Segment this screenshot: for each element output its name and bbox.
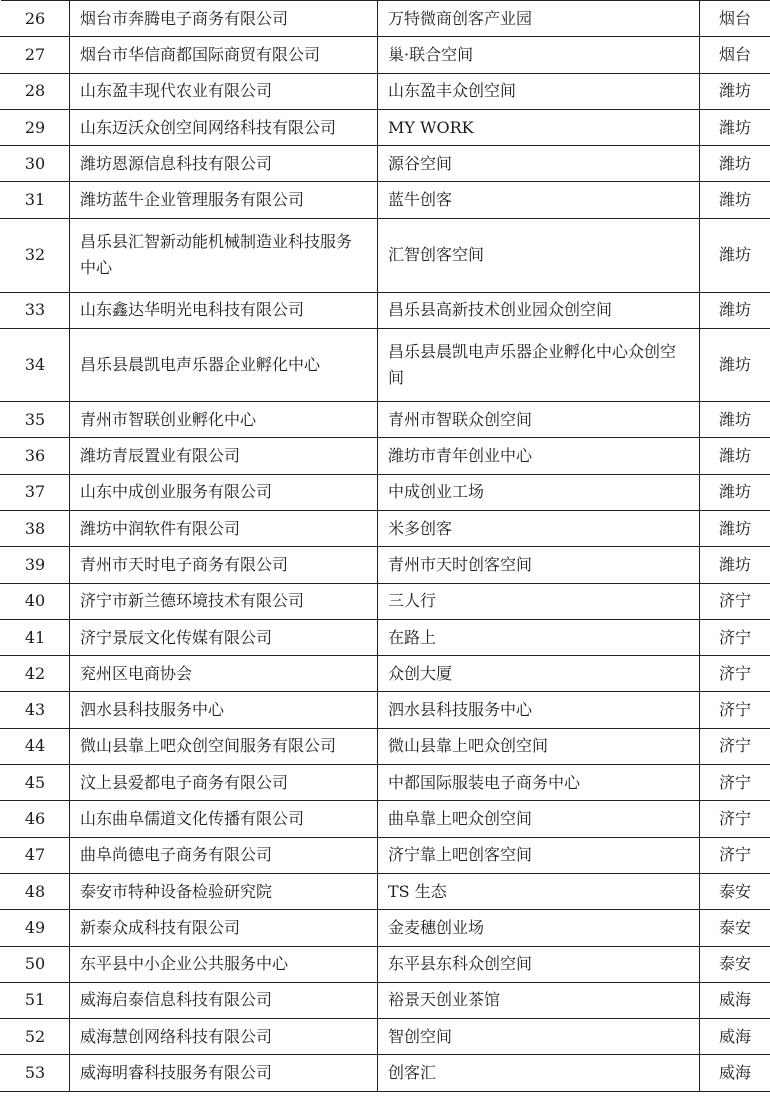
- table-row: [1, 728, 770, 764]
- table-row: [1, 837, 770, 873]
- city-cell: 泰安: [700, 873, 770, 909]
- city-cell: 济宁: [700, 765, 770, 801]
- row-number: 33: [1, 292, 70, 328]
- row-number: 44: [1, 728, 70, 764]
- city-cell: 济宁: [700, 692, 770, 728]
- company-name-cell: 汶上县爱都电子商务有限公司: [70, 765, 378, 801]
- table-row: [1, 1055, 770, 1091]
- row-number: 41: [1, 619, 70, 655]
- table-row: [1, 109, 770, 145]
- space-name-cell: 在路上: [378, 619, 700, 655]
- row-number: 35: [1, 402, 70, 438]
- city-cell: 泰安: [700, 946, 770, 982]
- row-number: 53: [1, 1055, 70, 1091]
- table-row: [1, 873, 770, 909]
- company-name-cell: 济宁景辰文化传媒有限公司: [70, 619, 378, 655]
- space-name-cell: 汇智创客空间: [378, 218, 700, 292]
- company-name-cell: 山东鑫达华明光电科技有限公司: [70, 292, 378, 328]
- company-name-cell: 潍坊蓝牛企业管理服务有限公司: [70, 182, 378, 218]
- city-cell: 烟台: [700, 37, 770, 73]
- company-name-cell: 烟台市奔腾电子商务有限公司: [70, 1, 378, 37]
- company-name-cell: 威海慧创网络科技有限公司: [70, 1019, 378, 1055]
- space-name-cell: 青州市智联众创空间: [378, 402, 700, 438]
- space-name-cell: 三人行: [378, 583, 700, 619]
- city-cell: 潍坊: [700, 109, 770, 145]
- city-cell: 潍坊: [700, 438, 770, 474]
- space-name-cell: 济宁靠上吧创客空间: [378, 837, 700, 873]
- row-number: 28: [1, 73, 70, 109]
- table-row: [1, 1, 770, 37]
- city-cell: 潍坊: [700, 292, 770, 328]
- row-number: 39: [1, 547, 70, 583]
- company-name-cell: 山东盈丰现代农业有限公司: [70, 73, 378, 109]
- row-number: 34: [1, 329, 70, 402]
- row-number: 52: [1, 1019, 70, 1055]
- city-cell: 潍坊: [700, 182, 770, 218]
- city-cell: 威海: [700, 1019, 770, 1055]
- space-name-cell: 潍坊市青年创业中心: [378, 438, 700, 474]
- city-cell: 潍坊: [700, 402, 770, 438]
- space-name-cell: 中都国际服装电子商务中心: [378, 765, 700, 801]
- row-number: 48: [1, 873, 70, 909]
- space-name-cell: 东平县东科众创空间: [378, 946, 700, 982]
- space-name-cell: 青州市天时创客空间: [378, 547, 700, 583]
- space-name-cell: 山东盈丰众创空间: [378, 73, 700, 109]
- space-name-cell: 金麦穗创业场: [378, 910, 700, 946]
- company-name-cell: 青州市智联创业孵化中心: [70, 402, 378, 438]
- table-row: [1, 619, 770, 655]
- table-row: [1, 438, 770, 474]
- row-number: 40: [1, 583, 70, 619]
- row-number: 27: [1, 37, 70, 73]
- space-name-cell: 微山县靠上吧众创空间: [378, 728, 700, 764]
- company-name-cell: 昌乐县汇智新动能机械制造业科技服务中心: [70, 218, 378, 292]
- row-number: 45: [1, 765, 70, 801]
- company-name-cell: 威海启泰信息科技有限公司: [70, 982, 378, 1018]
- city-cell: 潍坊: [700, 474, 770, 510]
- table-row: [1, 329, 770, 402]
- city-cell: 威海: [700, 982, 770, 1018]
- space-name-cell: 创客汇: [378, 1055, 700, 1091]
- table-row: [1, 765, 770, 801]
- row-number: 47: [1, 837, 70, 873]
- space-name-cell: 万特微商创客产业园: [378, 1, 700, 37]
- row-number: 32: [1, 218, 70, 292]
- table-row: [1, 583, 770, 619]
- table-body: [1, 1, 770, 1092]
- company-name-cell: 烟台市华信商都国际商贸有限公司: [70, 37, 378, 73]
- city-cell: 潍坊: [700, 329, 770, 402]
- table-row: [1, 510, 770, 546]
- table-row: [1, 910, 770, 946]
- city-cell: 威海: [700, 1055, 770, 1091]
- space-name-cell: 昌乐县高新技术创业园众创空间: [378, 292, 700, 328]
- city-cell: 济宁: [700, 801, 770, 837]
- space-name-cell: 众创大厦: [378, 656, 700, 692]
- table-row: [1, 656, 770, 692]
- table-row: [1, 547, 770, 583]
- company-name-cell: 潍坊中润软件有限公司: [70, 510, 378, 546]
- row-number: 50: [1, 946, 70, 982]
- company-name-cell: 山东中成创业服务有限公司: [70, 474, 378, 510]
- company-name-cell: 青州市天时电子商务有限公司: [70, 547, 378, 583]
- table-row: [1, 37, 770, 73]
- space-name-cell: MY WORK: [378, 109, 700, 145]
- city-cell: 潍坊: [700, 510, 770, 546]
- space-name-cell: 泗水县科技服务中心: [378, 692, 700, 728]
- row-number: 31: [1, 182, 70, 218]
- city-cell: 潍坊: [700, 73, 770, 109]
- row-number: 38: [1, 510, 70, 546]
- row-number: 29: [1, 109, 70, 145]
- company-name-cell: 潍坊青辰置业有限公司: [70, 438, 378, 474]
- company-name-cell: 山东曲阜儒道文化传播有限公司: [70, 801, 378, 837]
- company-name-cell: 泰安市特种设备检验研究院: [70, 873, 378, 909]
- row-number: 36: [1, 438, 70, 474]
- table-row: [1, 982, 770, 1018]
- row-number: 51: [1, 982, 70, 1018]
- company-name-cell: 东平县中小企业公共服务中心: [70, 946, 378, 982]
- row-number: 46: [1, 801, 70, 837]
- city-cell: 潍坊: [700, 218, 770, 292]
- space-name-cell: 曲阜靠上吧众创空间: [378, 801, 700, 837]
- company-name-cell: 兖州区电商协会: [70, 656, 378, 692]
- table-row: [1, 692, 770, 728]
- city-cell: 烟台: [700, 1, 770, 37]
- space-name-cell: 智创空间: [378, 1019, 700, 1055]
- row-number: 49: [1, 910, 70, 946]
- company-name-cell: 威海明睿科技服务有限公司: [70, 1055, 378, 1091]
- space-name-cell: 裕景天创业茶馆: [378, 982, 700, 1018]
- city-cell: 潍坊: [700, 146, 770, 182]
- row-number: 30: [1, 146, 70, 182]
- table-row: [1, 474, 770, 510]
- company-name-cell: 济宁市新兰德环境技术有限公司: [70, 583, 378, 619]
- row-number: 42: [1, 656, 70, 692]
- row-number: 37: [1, 474, 70, 510]
- space-name-cell: 巢·联合空间: [378, 37, 700, 73]
- space-name-cell: 蓝牛创客: [378, 182, 700, 218]
- company-name-cell: 潍坊恩源信息科技有限公司: [70, 146, 378, 182]
- space-name-cell: 中成创业工场: [378, 474, 700, 510]
- space-name-cell: 源谷空间: [378, 146, 700, 182]
- company-name-cell: 微山县靠上吧众创空间服务有限公司: [70, 728, 378, 764]
- table-row: [1, 292, 770, 328]
- table-row: [1, 218, 770, 292]
- table-row: [1, 801, 770, 837]
- city-cell: 济宁: [700, 583, 770, 619]
- table-row: [1, 73, 770, 109]
- city-cell: 济宁: [700, 656, 770, 692]
- space-name-cell: 昌乐县晨凯电声乐器企业孵化中心众创空间: [378, 329, 700, 402]
- company-name-cell: 山东迈沃众创空间网络科技有限公司: [70, 109, 378, 145]
- table-row: [1, 1019, 770, 1055]
- company-name-cell: 昌乐县晨凯电声乐器企业孵化中心: [70, 329, 378, 402]
- space-name-cell: 米多创客: [378, 510, 700, 546]
- city-cell: 济宁: [700, 619, 770, 655]
- company-name-cell: 泗水县科技服务中心: [70, 692, 378, 728]
- table-row: [1, 182, 770, 218]
- row-number: 26: [1, 1, 70, 37]
- table-row: [1, 402, 770, 438]
- city-cell: 泰安: [700, 910, 770, 946]
- row-number: 43: [1, 692, 70, 728]
- city-cell: 潍坊: [700, 547, 770, 583]
- table-row: [1, 146, 770, 182]
- city-cell: 济宁: [700, 837, 770, 873]
- city-cell: 济宁: [700, 728, 770, 764]
- company-name-cell: 曲阜尚德电子商务有限公司: [70, 837, 378, 873]
- company-name-cell: 新泰众成科技有限公司: [70, 910, 378, 946]
- table-row: [1, 946, 770, 982]
- space-name-cell: TS 生态: [378, 873, 700, 909]
